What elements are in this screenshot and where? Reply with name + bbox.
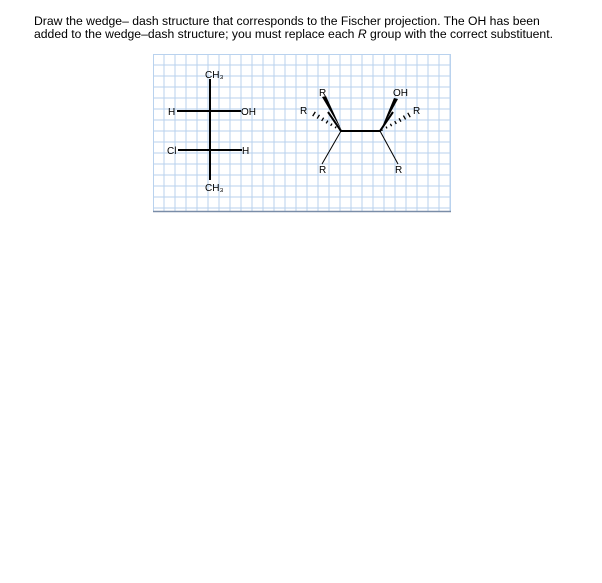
c2-top-group: OH — [393, 88, 408, 99]
c2-bottom-group[interactable]: R — [395, 165, 403, 176]
c1-left-group[interactable]: R — [300, 106, 308, 117]
question-line-2-start: added to the wedge–dash structure; you must replace each — [34, 27, 358, 41]
grid — [153, 54, 451, 212]
fischer-bottom-group: CH₃ — [205, 183, 224, 194]
c2-right-group[interactable]: R — [413, 106, 421, 117]
c1-top-group[interactable]: R — [319, 88, 327, 99]
r-group-symbol: R — [357, 27, 367, 41]
question-line-1: Draw the wedge– dash structure that corresponds to the Fischer projection. The OH has been — [34, 14, 540, 28]
drawing-canvas[interactable] — [153, 54, 453, 214]
fischer-row2-left: Cl — [167, 146, 177, 157]
fischer-top-group: CH₃ — [205, 70, 224, 81]
c1-bottom-group[interactable]: R — [319, 165, 327, 176]
fischer-row1-left: H — [168, 107, 176, 118]
hash-mark — [386, 127, 387, 129]
question-text — [34, 15, 594, 41]
hash-mark — [340, 129, 341, 130]
hash-mark — [382, 129, 383, 130]
fischer-row2-right: H — [242, 146, 250, 157]
fischer-row1-right: OH — [241, 107, 256, 118]
question-line-2-end: group with the correct substituent. — [366, 27, 553, 41]
question-line-2 — [34, 28, 594, 41]
